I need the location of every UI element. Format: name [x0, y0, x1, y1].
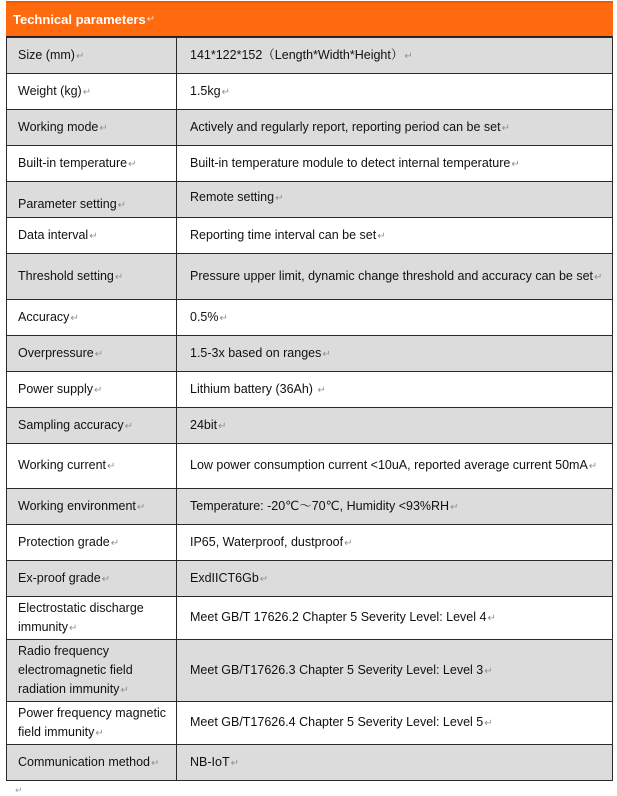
param-name-cell: Electrostatic discharge immunity↵	[7, 597, 177, 640]
paragraph-mark-icon: ↵	[344, 537, 353, 549]
table-row	[7, 74, 613, 110]
param-name-cell: Working current↵	[7, 444, 177, 489]
paragraph-mark-icon: ↵	[377, 230, 386, 242]
table-title: Technical parameters	[13, 12, 146, 27]
table-row	[7, 597, 613, 640]
param-name-cell: Parameter setting↵	[7, 182, 177, 218]
paragraph-mark-icon: ↵	[75, 50, 85, 62]
param-value-cell: Remote setting↵	[177, 182, 613, 218]
technical-parameters-table-container	[6, 1, 613, 781]
table-row	[7, 372, 613, 408]
param-value-cell: Actively and regularly report, reporting period can be set↵	[177, 110, 613, 146]
param-name-cell: Overpressure↵	[7, 336, 177, 372]
param-name-cell: Working mode↵	[7, 110, 177, 146]
paragraph-mark-icon: ↵	[317, 384, 326, 396]
param-value-cell: Meet GB/T 17626.2 Chapter 5 Severity Level: Level 4↵	[177, 597, 613, 640]
param-value-cell: Lithium battery (36Ah) ↵	[177, 372, 613, 408]
paragraph-mark-icon: ↵	[69, 622, 78, 634]
table-row	[7, 525, 613, 561]
paragraph-mark-icon: ↵	[146, 14, 156, 25]
table-row	[7, 182, 613, 218]
param-value-cell: 141*122*152（Length*Width*Height）↵	[177, 38, 613, 74]
trailing-paragraph-mark-icon: ↵	[15, 785, 23, 795]
paragraph-mark-icon: ↵	[219, 312, 228, 324]
param-value-cell: 1.5-3x based on ranges↵	[177, 336, 613, 372]
paragraph-mark-icon: ↵	[484, 665, 493, 677]
param-value-cell: IP65, Waterproof, dustproof↵	[177, 525, 613, 561]
param-name-cell: Radio frequency electromagnetic field radiation immunity↵	[7, 640, 177, 702]
table-row	[7, 489, 613, 525]
paragraph-mark-icon: ↵	[501, 122, 510, 134]
table-title-bar	[6, 1, 613, 37]
param-name-cell: Data interval↵	[7, 218, 177, 254]
paragraph-mark-icon: ↵	[95, 727, 104, 739]
table-row	[7, 702, 613, 745]
paragraph-mark-icon: ↵	[450, 501, 459, 513]
param-name-cell: Size (mm)↵	[7, 38, 177, 74]
paragraph-mark-icon: ↵	[404, 50, 413, 62]
param-value-cell: 24bit↵	[177, 408, 613, 444]
table-row	[7, 110, 613, 146]
paragraph-mark-icon: ↵	[136, 501, 146, 513]
param-value-cell: Meet GB/T17626.4 Chapter 5 Severity Level: Level 5↵	[177, 702, 613, 745]
paragraph-mark-icon: ↵	[124, 420, 133, 432]
paragraph-mark-icon: ↵	[487, 613, 496, 624]
param-value-cell: 0.5%↵	[177, 300, 613, 336]
technical-parameters-table	[6, 37, 613, 781]
paragraph-mark-icon: ↵	[101, 573, 111, 585]
paragraph-mark-icon: ↵	[94, 384, 103, 396]
paragraph-mark-icon: ↵	[114, 271, 124, 283]
param-name-cell: Power frequency magnetic field immunity↵	[7, 702, 177, 745]
table-row	[7, 745, 613, 781]
paragraph-mark-icon: ↵	[128, 158, 137, 170]
param-name-cell: Weight (kg)↵	[7, 74, 177, 110]
param-name-cell: Working environment↵	[7, 489, 177, 525]
table-row	[7, 218, 613, 254]
paragraph-mark-icon: ↵	[484, 718, 493, 729]
param-value-cell: 1.5kg↵	[177, 74, 613, 110]
table-row	[7, 336, 613, 372]
param-value-cell: Built-in temperature module to detect internal temperature↵	[177, 146, 613, 182]
table-row	[7, 146, 613, 182]
paragraph-mark-icon: ↵	[221, 86, 230, 98]
paragraph-mark-icon: ↵	[94, 348, 104, 360]
table-row	[7, 561, 613, 597]
param-name-cell: Threshold setting↵	[7, 254, 177, 300]
paragraph-mark-icon: ↵	[511, 158, 520, 170]
param-value-cell: Reporting time interval can be set↵	[177, 218, 613, 254]
paragraph-mark-icon: ↵	[120, 684, 129, 696]
paragraph-mark-icon: ↵	[110, 537, 120, 549]
paragraph-mark-icon: ↵	[230, 757, 239, 769]
param-name-cell: Accuracy↵	[7, 300, 177, 336]
paragraph-mark-icon: ↵	[218, 420, 227, 432]
param-value-cell: Pressure upper limit, dynamic change threshold and accuracy can be set↵	[177, 254, 613, 300]
param-value-cell: Meet GB/T17626.3 Chapter 5 Severity Level: Level 3↵	[177, 640, 613, 702]
paragraph-mark-icon: ↵	[151, 757, 160, 769]
table-row	[7, 300, 613, 336]
table-row	[7, 408, 613, 444]
param-name-cell: Power supply↵	[7, 372, 177, 408]
table-row	[7, 640, 613, 702]
paragraph-mark-icon: ↵	[70, 312, 79, 324]
table-row	[7, 254, 613, 300]
paragraph-mark-icon: ↵	[82, 86, 92, 98]
paragraph-mark-icon: ↵	[107, 461, 116, 472]
table-row	[7, 38, 613, 74]
paragraph-mark-icon: ↵	[89, 230, 98, 242]
param-value-cell: NB-IoT↵	[177, 745, 613, 781]
paragraph-mark-icon: ↵	[99, 122, 108, 134]
param-name-cell: Communication method↵	[7, 745, 177, 781]
param-name-cell: Ex-proof grade↵	[7, 561, 177, 597]
paragraph-mark-icon: ↵	[275, 192, 284, 204]
param-name-cell: Built-in temperature↵	[7, 146, 177, 182]
paragraph-mark-icon: ↵	[117, 199, 127, 211]
paragraph-mark-icon: ↵	[594, 271, 603, 283]
param-name-cell: Sampling accuracy↵	[7, 408, 177, 444]
table-row	[7, 444, 613, 489]
param-value-cell: Temperature: -20℃～70℃, Humidity <93%RH↵	[177, 489, 613, 525]
param-name-cell: Protection grade↵	[7, 525, 177, 561]
paragraph-mark-icon: ↵	[588, 461, 598, 472]
paragraph-mark-icon: ↵	[259, 573, 269, 585]
param-value-cell: ExdIICT6Gb↵	[177, 561, 613, 597]
paragraph-mark-icon: ↵	[322, 348, 331, 360]
param-value-cell: Low power consumption current <10uA, reported average current 50mA↵	[177, 444, 613, 489]
